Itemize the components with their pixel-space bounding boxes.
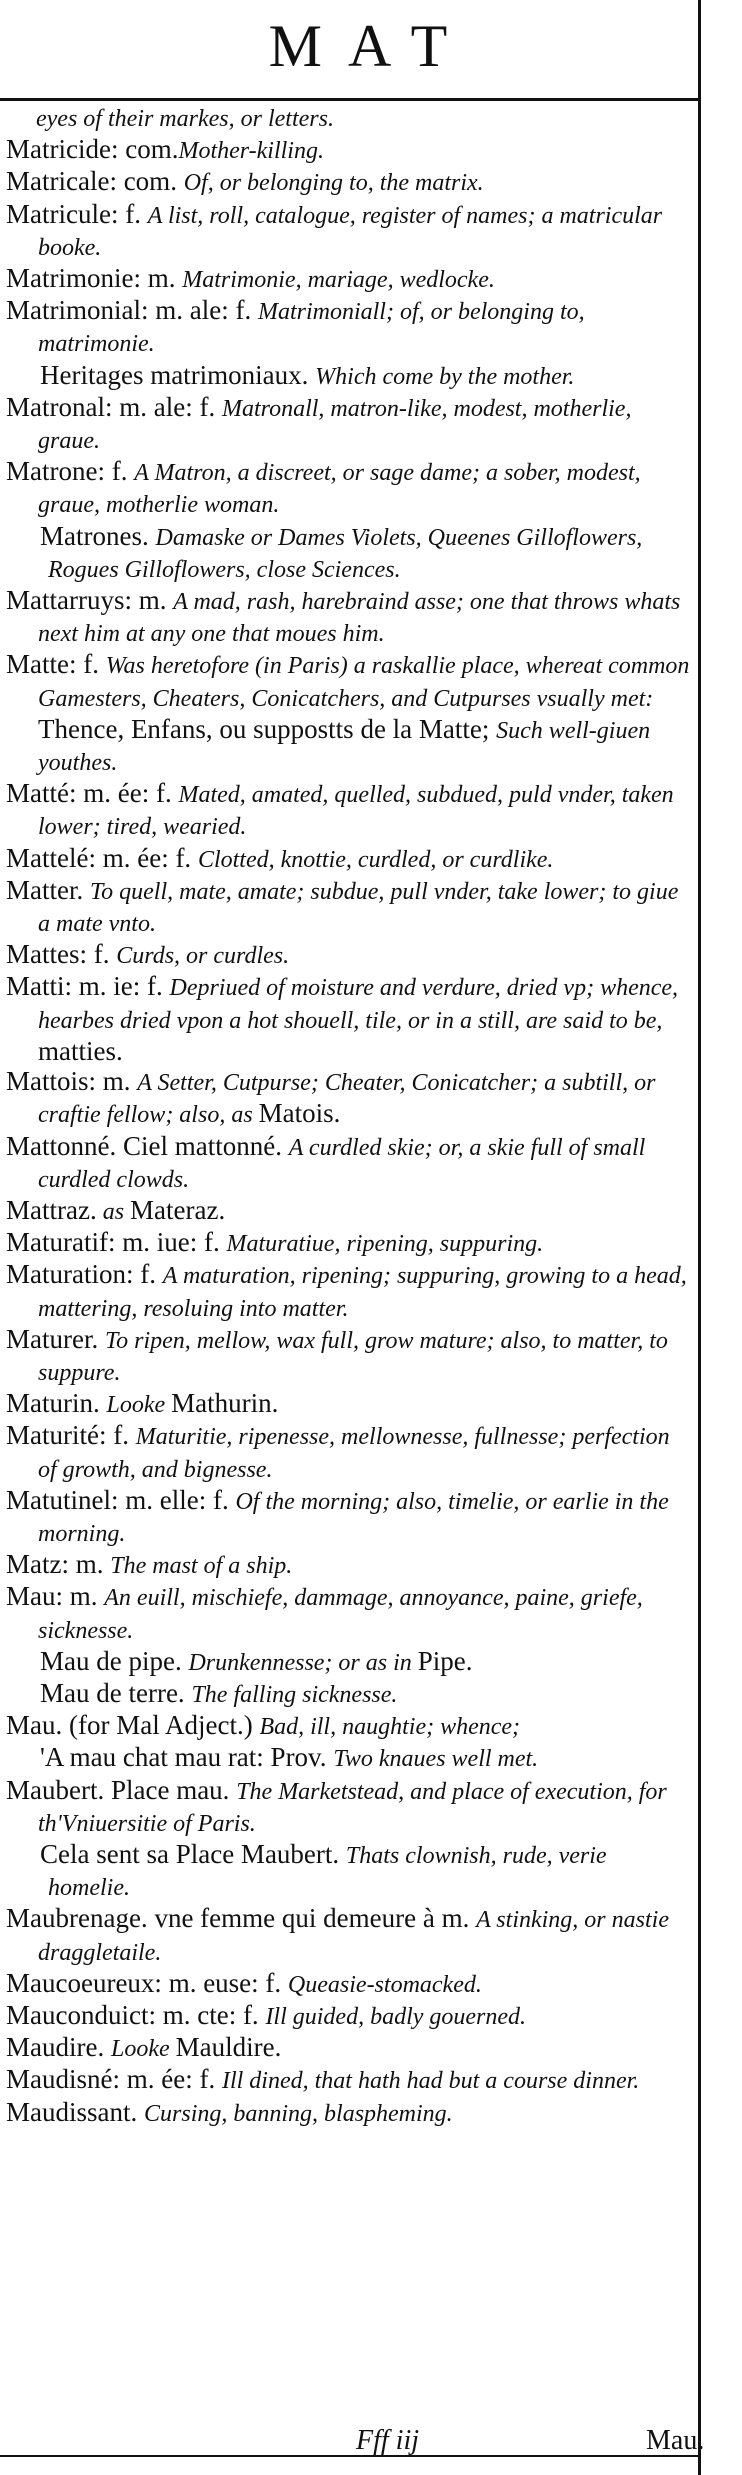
dictionary-entry <box>0 1742 694 1774</box>
cross-reference: Thence, Enfans, ou suppostts de la Matte; <box>38 713 497 744</box>
dictionary-entry <box>0 875 694 939</box>
dictionary-entry <box>0 1839 694 1903</box>
dictionary-entry <box>0 1324 694 1388</box>
dictionary-entry <box>0 102 694 134</box>
headword: Matté: <box>6 778 77 809</box>
definition: as <box>96 1198 131 1225</box>
cross-reference: matties. <box>38 1035 123 1066</box>
definition: A Setter, Cutpurse; Cheater, Conicatcher; a subtill, or craftie fellow; also, as <box>38 1070 656 1129</box>
dictionary-entry <box>0 1420 694 1484</box>
grammar-note: f. <box>104 456 135 487</box>
dictionary-entry <box>0 778 694 842</box>
headword: Mau: <box>6 1581 63 1612</box>
definition: Thats clownish, rude, verie homelie. <box>48 1842 607 1902</box>
definition: A list, roll, catalogue, register of names; a matricular booke. <box>38 202 663 261</box>
definition: A maturation, ripening; suppuring, growing to a head, mattering, resoluing into matter. <box>38 1263 687 1322</box>
definition: Which come by the mother. <box>315 363 575 390</box>
headword: Mauconduict: <box>6 1999 156 2030</box>
page-title: MAT <box>268 13 474 79</box>
dictionary-entry <box>0 1227 694 1259</box>
header-rule <box>0 98 700 101</box>
cross-reference: Mauldire. <box>175 2032 282 2063</box>
definition: Matrimonie, mariage, wedlocke. <box>182 267 495 294</box>
dictionary-entry <box>0 199 694 263</box>
definition: A mad, rash, harebraind asse; one that throws whats next him at any one that moues him. <box>38 589 681 648</box>
signature-mark: Fff iij <box>356 2425 419 2456</box>
definition: The Marketstead, and place of execution, for th'Vniuersitie of Paris. <box>38 1778 667 1837</box>
cross-reference: Heritages matrimoniaux. <box>40 359 316 390</box>
catchword: Mau. <box>646 2425 705 2456</box>
definition: Mated, amated, quelled, subdued, puld vnder, taken lower; tired, wearied. <box>38 782 674 841</box>
grammar-note: Prov. <box>270 1742 334 1773</box>
definition: Ill guided, badly gouerned. <box>265 2003 527 2030</box>
dictionary-entry <box>0 134 694 166</box>
headword: Maturité: <box>6 1420 107 1451</box>
cross-reference: Cela sent sa Place Maubert. <box>40 1838 346 1869</box>
cross-reference: Matrones. <box>40 520 156 551</box>
headword: Mau. <box>6 1710 69 1741</box>
dictionary-entry <box>0 1775 694 1839</box>
headword: Maturation: <box>6 1259 134 1290</box>
dictionary-entry <box>0 1388 694 1420</box>
headword: Maturatif: <box>6 1227 116 1258</box>
grammar-note: f. <box>87 939 117 970</box>
dictionary-entry <box>0 2032 694 2064</box>
definition: Of, or belonging to, the matrix. <box>183 170 484 197</box>
grammar-note: m. cte: f. <box>155 1999 266 2030</box>
dictionary-entry <box>0 649 694 778</box>
dictionary-entry <box>0 2097 694 2129</box>
dictionary-entry <box>0 2000 694 2032</box>
grammar-note: f. <box>133 1259 163 1290</box>
dictionary-entry <box>0 1646 694 1678</box>
definition: Mother-killing. <box>178 138 324 165</box>
cross-reference: vne femme qui demeure à m. <box>147 1903 477 1934</box>
dictionary-entry <box>0 1066 694 1130</box>
definition: Maturitie, ripenesse, mellownesse, fullnesse; perfection of growth, and bignesse. <box>38 1424 670 1483</box>
dictionary-entry <box>0 1259 694 1323</box>
grammar-note: m. ie: f. <box>72 971 170 1002</box>
headword: Mattois: <box>6 1066 97 1097</box>
cross-reference: Matois. <box>258 1098 341 1129</box>
grammar-note: m. <box>131 585 174 616</box>
headword: Matter. <box>6 874 90 905</box>
dictionary-entry <box>0 1903 694 1967</box>
definition: The falling sicknesse. <box>191 1681 398 1708</box>
dictionary-entry <box>0 360 694 392</box>
page-footer <box>0 2422 742 2460</box>
grammar-note: m. <box>96 1066 138 1097</box>
definition: Looke <box>110 2036 176 2063</box>
definition: Looke <box>106 1392 172 1419</box>
definition: Matrimoniall; of, or belonging to, matrimonie. <box>38 299 585 358</box>
definition: Ill dined, that hath had but a course dinner. <box>221 2068 640 2095</box>
headword: Maudisné: <box>6 2064 120 2095</box>
dictionary-entry <box>0 843 694 875</box>
dictionary-entry <box>0 521 694 585</box>
headword: Matte: <box>6 649 77 680</box>
definition: To quell, mate, amate; subdue, pull vnder, take lower; to giue a mate vnto. <box>38 878 679 938</box>
grammar-note: m. <box>68 1549 111 1580</box>
grammar-note: f. <box>118 198 148 229</box>
grammar-note: m. ale: f. <box>148 295 258 326</box>
headword: Maucoeureux: <box>6 1967 162 1998</box>
headword: Matricide: <box>6 134 119 165</box>
column-rule <box>698 0 701 2475</box>
definition: Was heretofore (in Paris) a raskallie place, whereat common Gamesters, Cheaters, Conicatchers, and Cutpurses vsually met: <box>38 653 690 712</box>
headword: Mattelé: <box>6 842 96 873</box>
dictionary-entry <box>0 939 694 971</box>
definition: The mast of a ship. <box>110 1553 293 1580</box>
dictionary-entry <box>0 1195 694 1227</box>
cross-reference: Place mau. <box>104 1774 237 1805</box>
headword: Mattes: <box>6 939 87 970</box>
dictionary-entry <box>0 392 694 456</box>
grammar-note: m. ée: f. <box>120 2064 222 2095</box>
definition: Cursing, banning, blaspheming. <box>144 2100 453 2127</box>
headword: Matrimonie: <box>6 263 141 294</box>
dictionary-entry <box>0 1549 694 1581</box>
headword: Matrimonial: <box>6 295 149 326</box>
definition: Depriued of moisture and verdure, dried vp; whence, hearbes dried vpon a hot shouell, tile, or in a still, are said to be, <box>38 975 679 1034</box>
cross-reference: Mau de terre. <box>40 1677 192 1708</box>
dictionary-entry <box>0 1678 694 1710</box>
grammar-note: m. euse: f. <box>161 1967 288 1998</box>
headword: Matricale: <box>6 166 117 197</box>
definition: To ripen, mellow, wax full, grow mature; also, to matter, to suppure. <box>38 1327 668 1386</box>
headword: Matti: <box>6 971 72 1002</box>
definition: Drunkennesse; or as in <box>188 1649 418 1676</box>
grammar-note: m. iue: f. <box>115 1227 227 1258</box>
headword: Maudissant. <box>6 2096 144 2127</box>
definition: Maturatiue, ripening, suppuring. <box>226 1231 544 1258</box>
dictionary-entry <box>0 585 694 649</box>
grammar-note: m. elle: f. <box>118 1484 236 1515</box>
headword: Maubrenage. <box>6 1903 148 1934</box>
definition: Queasie-stomacked. <box>287 1971 482 1998</box>
cross-reference: Ciel mattonné. <box>116 1130 289 1161</box>
definition: A stinking, or nastie draggletaile. <box>38 1907 669 1966</box>
grammar-note: com. <box>116 166 184 197</box>
definition: Matronall, matron-like, modest, motherlie, graue. <box>38 395 632 455</box>
dictionary-entry <box>0 295 694 359</box>
definition: Curds, or curdles. <box>116 943 290 970</box>
dictionary-entry <box>0 456 694 520</box>
cross-reference: Mathurin. <box>171 1388 279 1419</box>
headword: Mattarruys: <box>6 585 132 616</box>
definition: Such well-giuen youthes. <box>38 717 651 777</box>
cross-reference: Materaz. <box>130 1194 226 1225</box>
dictionary-entry <box>0 166 694 198</box>
grammar-note: f. <box>106 1420 136 1451</box>
definition: A Matron, a discreet, or sage dame; a sober, modest, graue, motherlie woman. <box>38 460 641 519</box>
headword: Matrone: <box>6 456 105 487</box>
headword: Matutinel: <box>6 1484 119 1515</box>
definition: Damaske or Dames Violets, Queenes Gilloflowers, Rogues Gilloflowers, close Sciences. <box>48 524 643 583</box>
headword: Maudire. <box>6 2032 111 2063</box>
definition: Of the morning; also, timelie, or earlie in the morning. <box>38 1488 669 1547</box>
grammar-note: m. ale: f. <box>112 391 222 422</box>
cross-reference: (for Mal Adject.) <box>69 1710 260 1741</box>
headword: Mattonné. <box>6 1130 117 1161</box>
dictionary-entry <box>0 1131 694 1195</box>
grammar-note: com. <box>118 134 179 165</box>
headword: Matronal: <box>6 391 113 422</box>
dictionary-entry <box>0 1710 694 1742</box>
headword: Maturin. <box>6 1388 107 1419</box>
dictionary-entry <box>0 1581 694 1645</box>
dictionary-entry <box>0 1485 694 1549</box>
grammar-note: m. <box>63 1581 105 1612</box>
grammar-note: m. ée: f. <box>76 778 179 809</box>
cross-reference: 'A mau chat mau rat: <box>40 1742 271 1773</box>
definition: Clotted, knottie, curdled, or curdlike. <box>197 846 554 873</box>
headword: Matricule: <box>6 198 119 229</box>
headword: Matz: <box>6 1549 69 1580</box>
grammar-note: m. ée: f. <box>95 842 198 873</box>
definition: A curdled skie; or, a skie full of small curdled clowds. <box>38 1134 646 1193</box>
grammar-note: f. <box>76 649 106 680</box>
definition: Bad, ill, naughtie; whence; <box>259 1714 521 1741</box>
definition: An euill, mischiefe, dammage, annoyance, paine, griefe, sicknesse. <box>38 1585 643 1644</box>
entry-list <box>0 102 694 2129</box>
definition: Two knaues well met. <box>333 1746 539 1773</box>
dictionary-entry <box>0 971 694 1066</box>
headword: Mattraz. <box>6 1194 97 1225</box>
grammar-note: m. <box>140 263 183 294</box>
cross-reference: Pipe. <box>417 1645 473 1676</box>
dictionary-entry <box>0 263 694 295</box>
definition: eyes of their markes, or letters. <box>36 106 334 132</box>
headword: Maturer. <box>6 1323 105 1354</box>
headword: Maubert. <box>6 1774 105 1805</box>
cross-reference: Mau de pipe. <box>40 1645 189 1676</box>
dictionary-entry <box>0 1968 694 2000</box>
dictionary-entry <box>0 2064 694 2096</box>
